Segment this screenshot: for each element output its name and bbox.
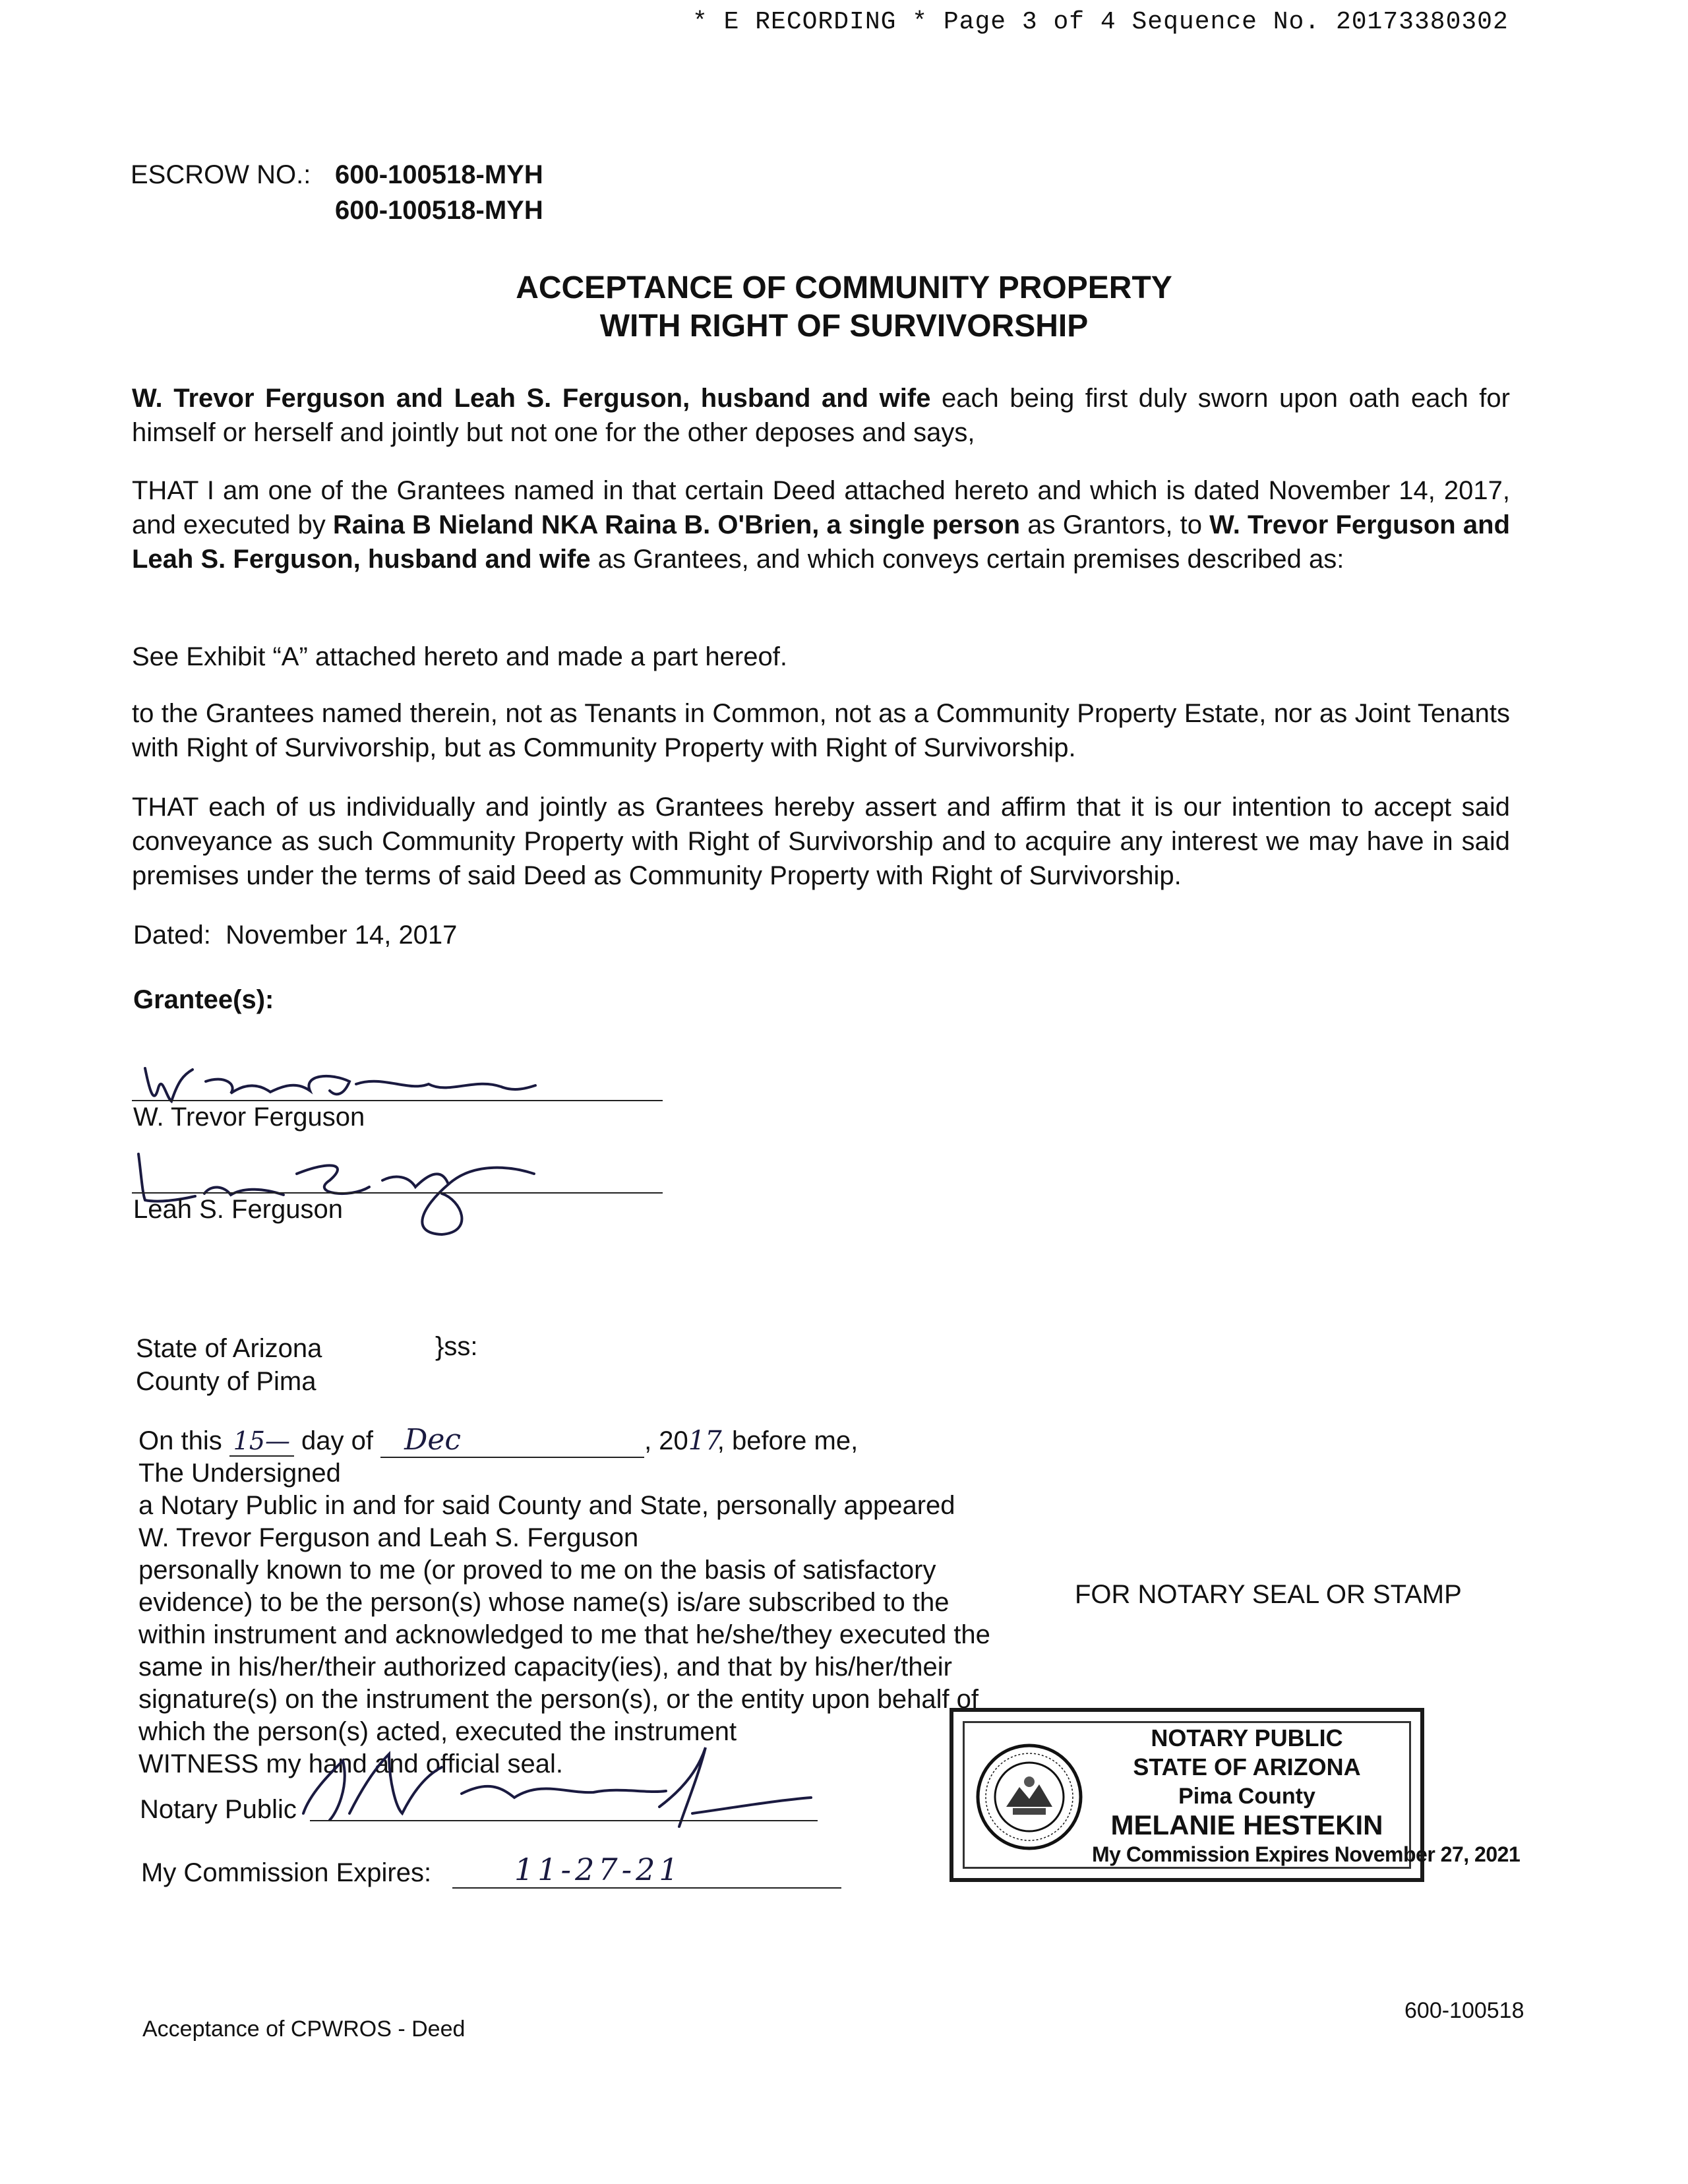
stamp-line-3: Pima County — [1178, 1784, 1315, 1809]
commission-label: My Commission Expires: — [141, 1858, 432, 1887]
day-of-label: day of — [301, 1426, 373, 1455]
ack-line-b: W. Trevor Ferguson and Leah S. Ferguson — [138, 1523, 639, 1552]
paragraph-assertion: THAT each of us individually and jointly as Grantees hereby assert and affirm that it is our intention to accept said conveyance as such Community Property with Right of Survivorship and to acquire any interest we may have in said premises under the terms of said Deed as Community Property with Right of Survivorship. — [132, 793, 1510, 890]
notary-stamp — [950, 1708, 1521, 1882]
grantees-heading: Grantee(s): — [133, 985, 274, 1014]
ack-line-e: within instrument and acknowledged to me that he/she/they executed the — [138, 1620, 990, 1649]
year-prefix: , 20 — [644, 1426, 688, 1455]
ack-line-f: same in his/her/their authorized capacity(ies), and that by his/her/their — [138, 1653, 952, 1682]
venue-ss: }ss: — [435, 1332, 478, 1361]
ack-line-c: personally known to me (or proved to me on the basis of satisfactory — [138, 1556, 936, 1585]
escrow-label: ESCROW NO.: — [131, 160, 311, 189]
footer-left: Acceptance of CPWROS - Deed — [142, 2017, 466, 2042]
footer-right: 600-100518 — [1404, 1998, 1524, 2023]
ack-line-h: which the person(s) acted, executed the instrument — [138, 1717, 737, 1746]
venue-block — [136, 1332, 322, 1398]
signer-2-name: Leah S. Ferguson — [133, 1195, 343, 1224]
ack-line-a: a Notary Public in and for said County and State, personally appeared — [138, 1491, 955, 1520]
escrow-number-repeat: 600-100518-MYH — [335, 196, 543, 225]
document-title — [0, 269, 1688, 346]
signer-1-name: W. Trevor Ferguson — [133, 1103, 365, 1132]
stamp-line-2: STATE OF ARIZONA — [1133, 1753, 1361, 1780]
handwritten-year: 17 — [688, 1426, 722, 1456]
notary-officer: The Undersigned — [138, 1459, 341, 1488]
on-this-label: On this — [138, 1426, 222, 1455]
deed-text-b: as Grantors, to — [1020, 510, 1210, 539]
title-line-1: ACCEPTANCE OF COMMUNITY PROPERTY — [516, 270, 1172, 305]
deed-text-c: as Grantees, and which conveys certain premises described as: — [590, 545, 1344, 574]
paragraph-exhibit: See Exhibit “A” attached hereto and made a part hereof. — [132, 642, 787, 671]
signature-line-1 — [132, 1100, 663, 1101]
dated-label: Dated: — [133, 921, 211, 950]
grantee-signature-2 — [132, 1147, 541, 1240]
ack-line-d: evidence) to be the person(s) whose name(s) is/are subscribed to the — [138, 1588, 950, 1617]
title-line-2: WITH RIGHT OF SURVIVORSHIP — [599, 309, 1089, 344]
commission-line — [452, 1887, 841, 1889]
stamp-line-5: My Commission Expires November 27, 2021 — [1092, 1842, 1521, 1866]
notary-date-line — [138, 1423, 858, 1458]
seal-caption: FOR NOTARY SEAL OR STAMP — [1075, 1580, 1462, 1609]
paragraph-affiants — [132, 381, 1510, 450]
handwritten-expiry: 11-27-21 — [514, 1852, 682, 1887]
handwritten-day: 15— — [229, 1426, 294, 1457]
escrow-number: 600-100518-MYH — [335, 160, 543, 189]
dated-value: November 14, 2017 — [226, 921, 458, 950]
stamp-line-4: MELANIE HESTEKIN — [1110, 1809, 1383, 1840]
venue-county: County of Pima — [136, 1367, 316, 1396]
ack-line-g: signature(s) on the instrument the person(s), or the entity upon behalf of — [138, 1685, 979, 1714]
affiants-oath-text: each being first duly sworn upon oath each for himself or herself and jointly but not one for the other deposes and says, — [132, 384, 1510, 447]
recording-header: * E RECORDING * Page 3 of 4 Sequence No. 20173380302 — [692, 8, 1509, 36]
notary-acknowledgment — [138, 1457, 1075, 1780]
handwritten-month: Dec — [380, 1423, 644, 1458]
stamp-text — [1092, 1724, 1521, 1869]
grantors-names: Raina B Nieland NKA Raina B. O'Brien, a single person — [332, 510, 1021, 539]
signature-line-2 — [132, 1192, 663, 1194]
escrow-block — [131, 157, 543, 228]
stamp-line-1: NOTARY PUBLIC — [1151, 1724, 1343, 1751]
dated-line — [133, 921, 457, 950]
venue-state: State of Arizona — [136, 1334, 322, 1363]
witness-line: WITNESS my hand and official seal. — [138, 1749, 563, 1778]
deed-text-a: THAT I am one of the Grantees named in that certain Deed attached hereto and which is dated November 14, 2017, and executed by — [132, 476, 1510, 539]
arizona-seal-emblem — [973, 1741, 1085, 1853]
grantees-names: W. Trevor Ferguson and Leah S. Ferguson, husband and wife — [132, 510, 1511, 574]
notary-signature-line — [310, 1820, 818, 1821]
paragraph-deed — [132, 473, 1510, 576]
paragraph-tenancy: to the Grantees named therein, not as Tenants in Common, not as a Community Property Estate, nor as Joint Tenants with Right of Survivorship, but as Community Property with Right of Survivorship. — [132, 699, 1510, 762]
affiants-names: W. Trevor Ferguson and Leah S. Ferguson, husband and wife — [132, 384, 931, 413]
before-me-label: , before me, — [717, 1426, 859, 1455]
notary-public-label: Notary Public — [140, 1795, 297, 1824]
notary-signature — [290, 1734, 818, 1833]
